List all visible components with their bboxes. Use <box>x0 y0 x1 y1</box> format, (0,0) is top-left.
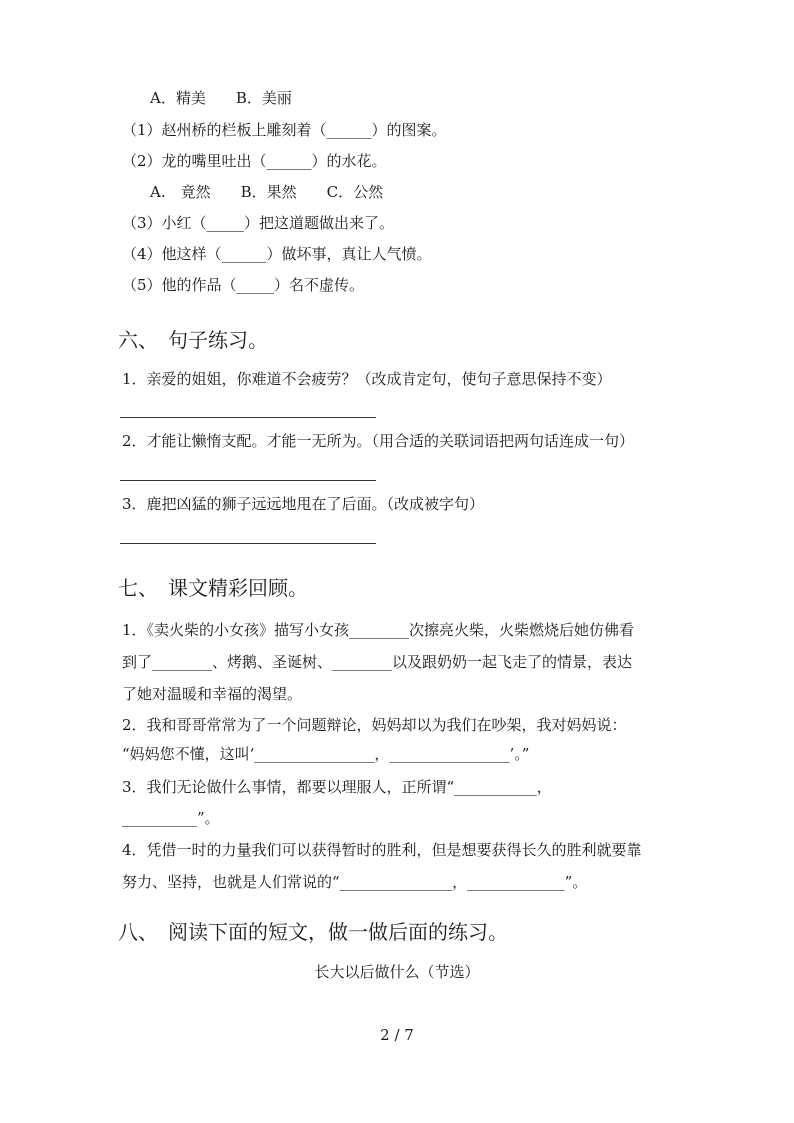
question-5-1: （1）赵州桥的栏板上雕刻着（______）的图案。 <box>122 121 447 139</box>
answer-line-6-2 <box>120 480 376 481</box>
question-5-3: （3）小红（_____）把这道题做出来了。 <box>122 214 395 232</box>
answer-line-6-3 <box>120 543 376 544</box>
recall-line-1: 1．《卖火柴的小女孩》描写小女孩________次擦亮火柴，火柴燃烧后她仿佛看 <box>122 621 635 639</box>
question-6-1: 1．亲爱的姐姐，你难道不会疲劳？（改成肯定句，使句子意思保持不变） <box>122 370 612 388</box>
recall-line-7: __________”。 <box>122 809 220 827</box>
recall-line-5: “妈妈您不懂，这叫‘________________，________________’。” <box>122 745 530 763</box>
section-7-title: 七、 课文精彩回顾。 <box>118 576 308 600</box>
passage-title: 长大以后做什么（节选） <box>314 963 480 981</box>
recall-line-9: 努力、坚持，也就是人们常说的“_______________，_____________”。 <box>122 873 588 891</box>
answer-line-6-1 <box>120 417 376 418</box>
page-number: 2 / 7 <box>380 1026 414 1044</box>
recall-line-3: 了她对温暖和幸福的渴望。 <box>122 685 303 703</box>
options-a-b: A．精美 B．美丽 <box>150 89 292 107</box>
recall-line-6: 3．我们无论做什么事情，都要以理服人，正所谓“___________， <box>122 778 552 796</box>
recall-line-2: 到了________、烤鹅、圣诞树、________以及跟奶奶一起飞走了的情景，表达 <box>122 653 633 671</box>
section-8-title: 八、 阅读下面的短文，做一做后面的练习。 <box>118 920 508 944</box>
question-6-3: 3．鹿把凶猛的狮子远远地甩在了后面。（改成被字句） <box>122 495 485 513</box>
recall-line-4: 2．我和哥哥常常为了一个问题辩论，妈妈却以为我们在吵架，我对妈妈说： <box>122 716 627 734</box>
question-5-2: （2）龙的嘴里吐出（______）的水花。 <box>122 152 387 170</box>
question-5-5: （5）他的作品（_____）名不虚传。 <box>122 276 365 294</box>
question-6-2: 2．才能让懒惰支配。才能一无所为。（用合适的关联词语把两句话连成一句） <box>122 432 635 450</box>
section-6-title: 六、 句子练习。 <box>118 328 268 352</box>
question-5-4: （4）他这样（______）做坏事，真让人气愤。 <box>122 245 432 263</box>
recall-line-8: 4．凭借一时的力量我们可以获得暂时的胜利，但是想要获得长久的胜利就要靠 <box>122 841 642 859</box>
options-a-b-c: A. 竟然 B．果然 C．公然 <box>150 183 384 201</box>
